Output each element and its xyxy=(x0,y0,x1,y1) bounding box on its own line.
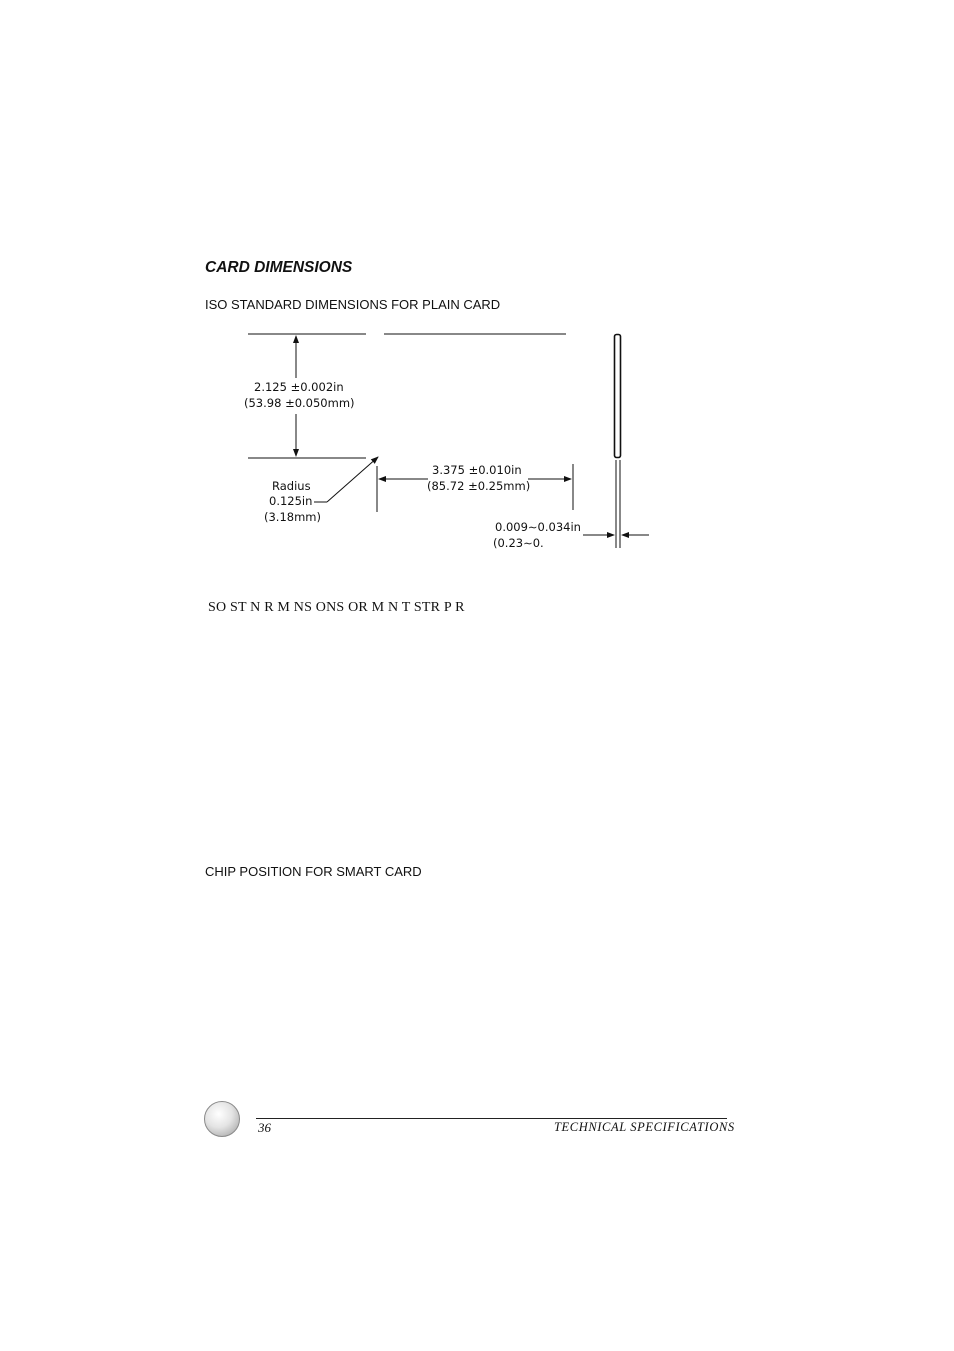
page-number: 36 xyxy=(258,1120,271,1135)
width-mm-label: (85.72 ±0.25mm) xyxy=(427,479,531,493)
section-heading: CARD DIMENSIONS xyxy=(205,259,353,276)
card-side-profile xyxy=(615,335,621,458)
height-mm-label: (53.98 ±0.050mm) xyxy=(244,396,355,410)
thickness-inch-label: 0.009∼0.034in xyxy=(495,520,581,534)
height-inch-label: 2.125 ±0.002in xyxy=(254,380,344,394)
footer-rule xyxy=(256,1118,727,1119)
width-inch-label: 3.375 ±0.010in xyxy=(432,463,522,477)
radius-mm-label: (3.18mm) xyxy=(264,510,321,524)
magnetic-stripe-caption: SO ST N R M NS ONS OR M N T STR P R xyxy=(208,600,465,615)
radius-label: Radius xyxy=(272,479,311,493)
page-badge-circle xyxy=(204,1101,240,1137)
radius-inch-label: 0.125in xyxy=(269,494,313,508)
chip-position-caption: CHIP POSITION FOR SMART CARD xyxy=(205,864,422,879)
footer-section-title: TECHNICAL SPECIFICATIONS xyxy=(554,1120,735,1134)
radius-leader-arrow xyxy=(327,457,378,502)
thickness-mm-label: (0.23∼0. xyxy=(493,536,544,550)
plain-card-caption: ISO STANDARD DIMENSIONS FOR PLAIN CARD xyxy=(205,297,501,312)
